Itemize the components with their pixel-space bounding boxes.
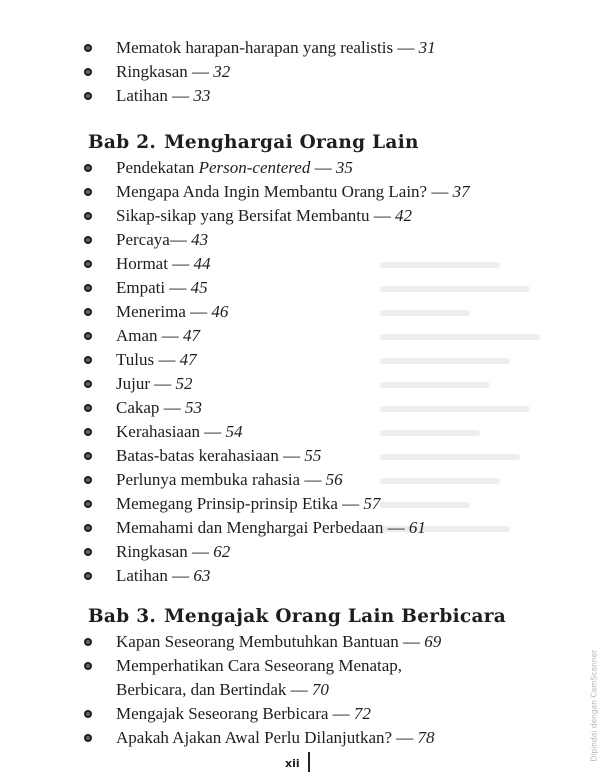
- entry-title: Mengajak Seseorang Berbicara: [116, 704, 329, 723]
- entry-title: Latihan: [116, 86, 168, 105]
- entry-title: Cakap: [116, 398, 160, 417]
- toc-entry: Menerima — 46: [116, 300, 228, 324]
- chapter-label: Bab 2.: [88, 132, 157, 153]
- bullet-icon: [84, 356, 92, 364]
- entry-title: Berbicara, dan Bertindak: [116, 680, 287, 699]
- entry-title: Kapan Seseorang Membutuhkan Bantuan: [116, 632, 399, 651]
- bullet-icon: [84, 188, 92, 196]
- bullet-icon: [84, 92, 92, 100]
- toc-entry: Apakah Ajakan Awal Perlu Dilanjutkan? — 78: [116, 726, 435, 750]
- page-ref: 61: [408, 518, 426, 537]
- toc-entry: Ringkasan — 32: [116, 60, 230, 84]
- page-ref: 42: [395, 206, 413, 225]
- page-ref: 72: [353, 704, 371, 723]
- toc-entry: Perlunya membuka rahasia — 56: [116, 468, 343, 492]
- toc-entry: Batas-batas kerahasiaan — 55: [116, 444, 321, 468]
- page-ref: 46: [211, 302, 229, 321]
- entry-title: Tulus: [116, 350, 155, 369]
- bullet-icon: [84, 236, 92, 244]
- entry-title: Hormat: [116, 254, 168, 273]
- entry-title: Empati: [116, 278, 166, 297]
- toc-entry: Cakap — 53: [116, 396, 202, 420]
- bullet-icon: [84, 638, 92, 646]
- entry-title: Pendekatan: [116, 158, 199, 177]
- page-ref: 63: [193, 566, 211, 585]
- bullet-icon: [84, 212, 92, 220]
- bullet-icon: [84, 428, 92, 436]
- page-ref: 33: [193, 86, 211, 105]
- entry-title: Ringkasan: [116, 542, 188, 561]
- toc-entry: Hormat — 44: [116, 252, 210, 276]
- page-ref: 55: [304, 446, 322, 465]
- toc-entry: Mengajak Seseorang Berbicara — 72: [116, 702, 371, 726]
- page-ref: 54: [225, 422, 243, 441]
- bullet-icon: [84, 662, 92, 670]
- entry-title: Batas-batas kerahasiaan: [116, 446, 279, 465]
- bullet-icon: [84, 164, 92, 172]
- bullet-icon: [84, 404, 92, 412]
- bullet-icon: [84, 332, 92, 340]
- toc-entry: Jujur — 52: [116, 372, 193, 396]
- toc-entry: Mengapa Anda Ingin Membantu Orang Lain? — 37: [116, 180, 470, 204]
- entry-title: Sikap-sikap yang Bersifat Membantu: [116, 206, 370, 225]
- entry-title: Percaya: [116, 230, 170, 249]
- toc-entry: Ringkasan — 62: [116, 540, 230, 564]
- bullet-icon: [84, 452, 92, 460]
- bullet-icon: [84, 260, 92, 268]
- page-ref: 56: [325, 470, 343, 489]
- page-ref: 78: [417, 728, 435, 747]
- page-ref: 52: [175, 374, 193, 393]
- bullet-icon: [84, 524, 92, 532]
- bullet-icon: [84, 734, 92, 742]
- bullet-icon: [84, 68, 92, 76]
- page-ref: 62: [213, 542, 231, 561]
- page-ref: 70: [311, 680, 329, 699]
- bullet-icon: [84, 284, 92, 292]
- chapter-heading: [88, 130, 419, 156]
- scanner-watermark: [584, 645, 599, 765]
- entry-title: Ringkasan: [116, 62, 188, 81]
- toc-entry: Pendekatan Person-centered — 35: [116, 156, 353, 180]
- page-number: xii: [285, 757, 300, 770]
- page-ref: 31: [418, 38, 436, 57]
- watermark-text: Dipindai dengan CamScanner: [589, 649, 599, 762]
- toc-entry: Tulus — 47: [116, 348, 197, 372]
- bullet-icon: [84, 380, 92, 388]
- page-ref: 43: [191, 230, 209, 249]
- page-edge-mark: [308, 752, 310, 772]
- entry-title: Apakah Ajakan Awal Perlu Dilanjutkan?: [116, 728, 393, 747]
- entry-title: Mematok harapan-harapan yang realistis: [116, 38, 394, 57]
- chapter-title: Menghargai Orang Lain: [164, 132, 419, 153]
- bleed-through-text: [380, 262, 540, 592]
- entry-title: Aman: [116, 326, 158, 345]
- chapter-label: Bab 3.: [88, 606, 157, 627]
- entry-title: Kerahasiaan: [116, 422, 201, 441]
- toc-entry: Memahami dan Menghargai Perbedaan — 61: [116, 516, 426, 540]
- toc-entry: Mematok harapan-harapan yang realistis — 31: [116, 36, 436, 60]
- entry-title: Menerima: [116, 302, 186, 321]
- bullet-icon: [84, 548, 92, 556]
- bullet-icon: [84, 710, 92, 718]
- bullet-icon: [84, 572, 92, 580]
- bullet-icon: [84, 308, 92, 316]
- page-ref: 44: [193, 254, 211, 273]
- entry-title: Memahami dan Menghargai Perbedaan: [116, 518, 384, 537]
- bullet-icon: [84, 44, 92, 52]
- toc-entry: Kapan Seseorang Membutuhkan Bantuan — 69: [116, 630, 441, 654]
- page-ref: 37: [452, 182, 470, 201]
- toc-entry: Kerahasiaan — 54: [116, 420, 243, 444]
- entry-title: Memperhatikan Cara Seseorang Menatap,: [116, 656, 403, 675]
- toc-entry: Percaya— 43: [116, 228, 208, 252]
- page-ref: 35: [335, 158, 353, 177]
- toc-entry: Sikap-sikap yang Bersifat Membantu — 42: [116, 204, 412, 228]
- toc-entry: [116, 654, 402, 678]
- entry-title: Memegang Prinsip-prinsip Etika: [116, 494, 338, 513]
- entry-title: Jujur: [116, 374, 150, 393]
- entry-title: Latihan: [116, 566, 168, 585]
- toc-entry: Aman — 47: [116, 324, 200, 348]
- toc-entry: Empati — 45: [116, 276, 208, 300]
- chapter-title: Mengajak Orang Lain Berbicara: [164, 606, 507, 627]
- toc-entry: Latihan — 63: [116, 564, 210, 588]
- toc-entry-continuation: Berbicara, dan Bertindak — 70: [116, 680, 329, 699]
- bullet-icon: [84, 476, 92, 484]
- page-ref: 32: [213, 62, 231, 81]
- page-ref: 57: [363, 494, 381, 513]
- page-ref: 45: [190, 278, 208, 297]
- page-ref: 69: [424, 632, 442, 651]
- entry-title: Mengapa Anda Ingin Membantu Orang Lain?: [116, 182, 428, 201]
- page-ref: 47: [179, 350, 197, 369]
- chapter-heading: [88, 604, 506, 630]
- toc-entry: Memegang Prinsip-prinsip Etika — 57: [116, 492, 380, 516]
- entry-title: Perlunya membuka rahasia: [116, 470, 301, 489]
- toc-entry: Latihan — 33: [116, 84, 210, 108]
- page-ref: 53: [184, 398, 202, 417]
- bullet-icon: [84, 500, 92, 508]
- page-ref: 47: [183, 326, 201, 345]
- entry-title-italic: Person-centered: [198, 158, 311, 177]
